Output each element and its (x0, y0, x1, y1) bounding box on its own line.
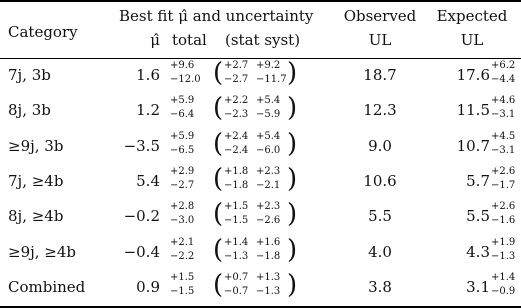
row-total-down: −6.4 (170, 109, 195, 121)
row-observed-ul: 10.6 (363, 171, 397, 190)
row-stat-up: +2.2 (224, 95, 249, 107)
row-expected-up: +2.6 (491, 201, 516, 213)
row-syst-down: −1.8 (256, 250, 281, 262)
row-expected-ul: 5.7 (466, 171, 490, 190)
row-stat-up: +1.4 (224, 236, 249, 248)
row-category: 7j, 3b (8, 66, 51, 84)
row-total-up: +2.1 (170, 236, 195, 248)
row-observed-ul: 12.3 (363, 101, 397, 120)
row-paren-close: ) (287, 199, 298, 230)
row-paren-open: ( (213, 58, 224, 88)
row-stat-down: −1.5 (224, 215, 249, 227)
row-stat-down: −2.3 (224, 109, 249, 121)
row-stat-down: −2.7 (224, 74, 249, 85)
row-total-down: −2.7 (170, 179, 195, 191)
row-total-up: +1.5 (170, 271, 195, 283)
header-mu: μ̂ (150, 31, 160, 49)
row-paren-close: ) (287, 269, 298, 300)
row-expected-ul: 4.3 (466, 242, 490, 261)
row-expected-down: −1.6 (491, 215, 516, 227)
row-paren-open: ( (213, 128, 224, 159)
row-expected-up: +1.9 (491, 236, 516, 248)
row-expected-up: +4.6 (491, 95, 516, 107)
row-stat-up: +2.4 (224, 130, 249, 142)
row-category: 8j, ≥4b (8, 207, 64, 226)
row-paren-open: ( (213, 199, 224, 230)
header-expected: Expected (436, 7, 508, 25)
row-expected-down: −0.9 (491, 285, 516, 297)
header-total: total (172, 31, 207, 49)
row-syst-up: +9.2 (256, 60, 281, 71)
row-stat-up: +1.5 (224, 201, 249, 213)
row-expected-down: −3.1 (491, 109, 516, 121)
row-paren-close: ) (287, 163, 298, 194)
row-paren-close: ) (287, 58, 298, 88)
row-observed-ul: 3.8 (368, 277, 392, 296)
row-expected-ul: 10.7 (456, 136, 490, 155)
row-paren-close: ) (287, 93, 298, 124)
row-syst-up: +1.3 (256, 271, 281, 283)
row-total-up: +9.6 (170, 60, 195, 71)
row-syst-up: +1.6 (256, 236, 281, 248)
row-mu: −0.4 (123, 242, 160, 261)
row-paren-open: ( (213, 163, 224, 194)
row-expected-down: −1.3 (491, 250, 516, 262)
row-syst-up: +2.3 (256, 201, 281, 213)
row-total-down: −3.0 (170, 215, 195, 227)
row-stat-up: +1.8 (224, 165, 249, 177)
row-syst-down: −6.0 (256, 144, 281, 156)
row-syst-up: +5.4 (256, 95, 281, 107)
row-observed-ul: 18.7 (363, 66, 397, 84)
row-expected-down: −4.4 (491, 74, 516, 85)
row-expected-ul: 17.6 (456, 66, 490, 84)
row-stat-down: −2.4 (224, 144, 249, 156)
row-total-up: +2.8 (170, 201, 195, 213)
row-syst-up: +2.3 (256, 165, 281, 177)
row-category: ≥9j, ≥4b (8, 242, 77, 261)
header-observed-ul: UL (368, 31, 392, 49)
header-best-fit: Best fit μ̂ and uncertainty (119, 7, 314, 25)
row-syst-down: −11.7 (256, 74, 287, 85)
row-mu: 0.9 (136, 277, 160, 296)
row-total-up: +5.9 (170, 130, 195, 142)
row-paren-close: ) (287, 128, 298, 159)
row-expected-up: +2.6 (491, 165, 516, 177)
row-expected-ul: 5.5 (466, 207, 490, 226)
row-category: 8j, 3b (8, 101, 51, 120)
row-total-down: −2.2 (170, 250, 195, 262)
row-category: Combined (8, 277, 86, 296)
row-mu: −3.5 (123, 136, 160, 155)
header-expected-ul: UL (460, 31, 484, 49)
row-paren-open: ( (213, 234, 224, 265)
table-header-rule (0, 58, 521, 59)
row-paren-open: ( (213, 269, 224, 300)
row-expected-ul: 3.1 (466, 277, 490, 296)
row-mu: 5.4 (136, 171, 160, 190)
row-category: 7j, ≥4b (8, 171, 64, 190)
row-stat-up: +0.7 (224, 271, 249, 283)
row-syst-down: −2.1 (256, 179, 281, 191)
row-syst-down: −2.6 (256, 215, 281, 227)
row-observed-ul: 5.5 (368, 207, 392, 226)
row-expected-up: +6.2 (491, 60, 516, 71)
header-category: Category (8, 23, 78, 41)
row-category: ≥9j, 3b (8, 136, 64, 155)
row-observed-ul: 9.0 (368, 136, 392, 155)
table-top-rule (0, 0, 521, 2)
row-expected-down: −3.1 (491, 144, 516, 156)
header-stat-syst: (stat syst) (225, 31, 301, 49)
row-expected-down: −1.7 (491, 179, 516, 191)
row-total-up: +2.9 (170, 165, 195, 177)
row-syst-down: −1.3 (256, 285, 281, 297)
row-stat-down: −1.3 (224, 250, 249, 262)
row-syst-down: −5.9 (256, 109, 281, 121)
row-stat-up: +2.7 (224, 60, 249, 71)
row-paren-open: ( (213, 93, 224, 124)
row-expected-up: +1.4 (491, 271, 516, 283)
row-total-up: +5.9 (170, 95, 195, 107)
row-mu: −0.2 (123, 207, 160, 226)
row-total-down: −1.5 (170, 285, 195, 297)
row-stat-down: −0.7 (224, 285, 249, 297)
row-expected-up: +4.5 (491, 130, 516, 142)
row-stat-down: −1.8 (224, 179, 249, 191)
row-syst-up: +5.4 (256, 130, 281, 142)
row-total-down: −6.5 (170, 144, 195, 156)
row-mu: 1.6 (136, 66, 160, 84)
row-expected-ul: 11.5 (456, 101, 490, 120)
row-paren-close: ) (287, 234, 298, 265)
row-mu: 1.2 (136, 101, 160, 120)
row-total-down: −12.0 (170, 74, 201, 85)
row-observed-ul: 4.0 (368, 242, 392, 261)
header-observed: Observed (343, 7, 417, 25)
